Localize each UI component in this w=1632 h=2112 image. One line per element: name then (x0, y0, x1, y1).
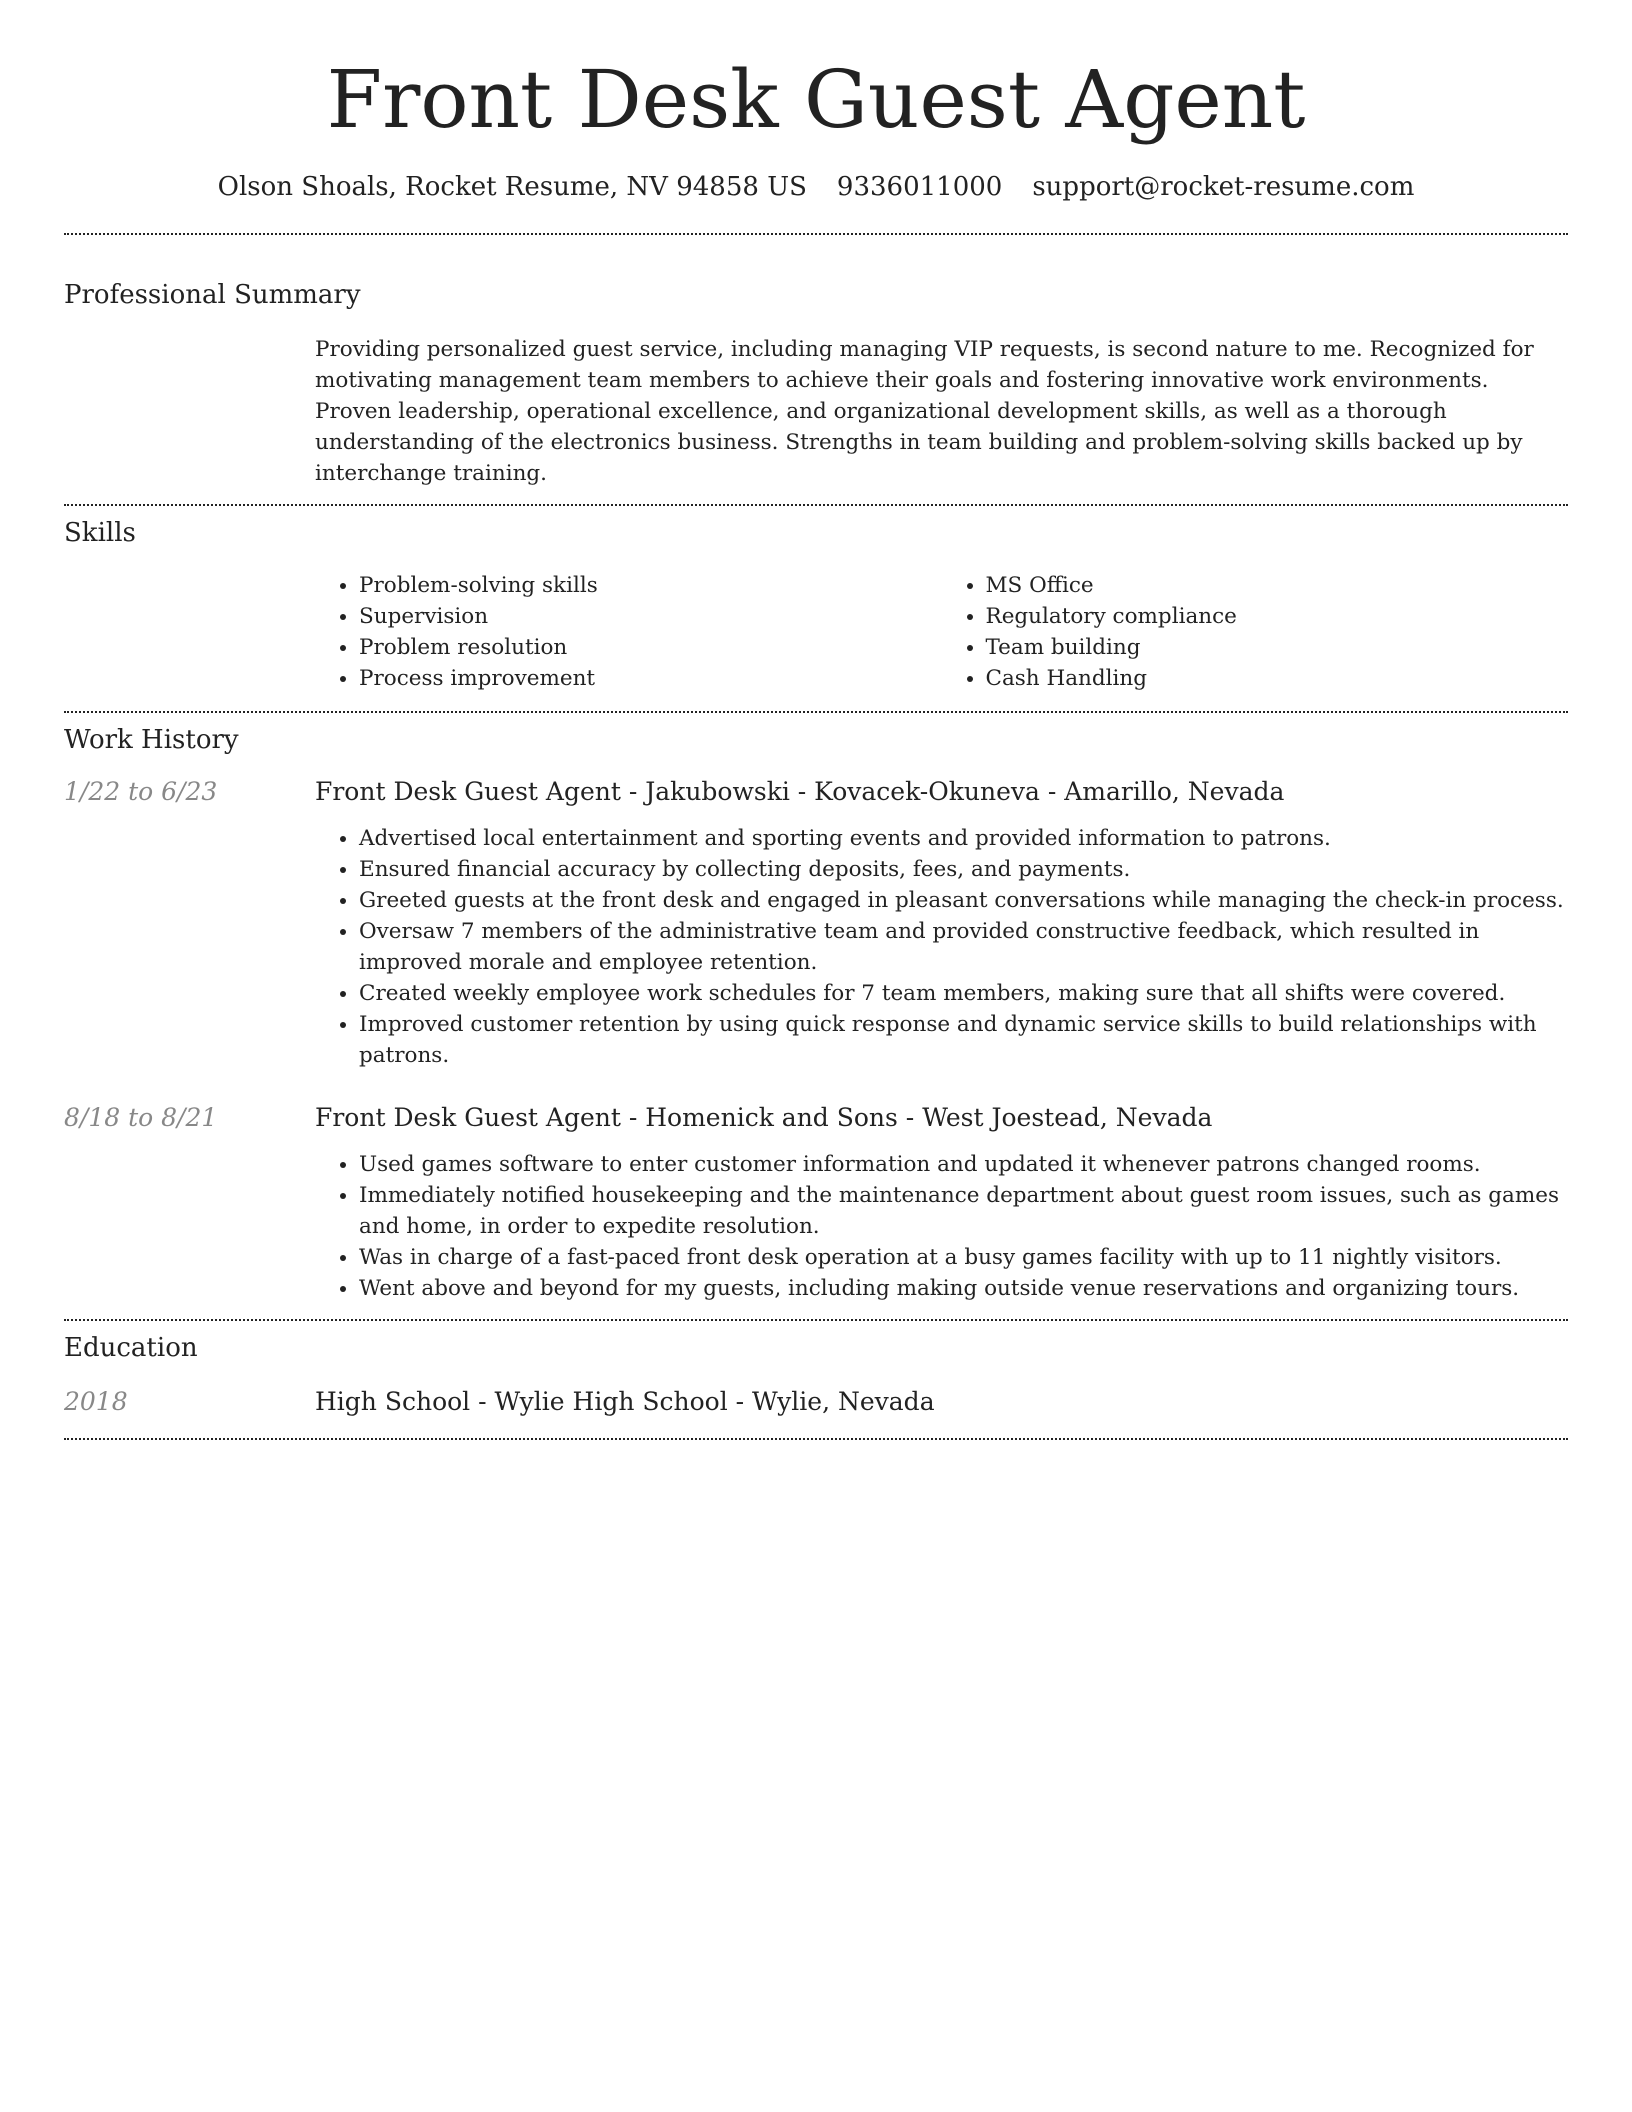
education-title: Education (64, 1333, 198, 1363)
education-divider (64, 1438, 1568, 1440)
skill-item: • Cash Handling (986, 663, 1569, 694)
job-dates: 1/22 to 6/23 (64, 777, 218, 806)
job-bullet: • Greeted guests at the front desk and engaged in pleasant conversations while managing the check-in process. (359, 885, 1568, 916)
skill-item: • Team building (986, 632, 1569, 663)
job-header (64, 1101, 1568, 1135)
job-dates: 8/18 to 8/21 (64, 1103, 218, 1132)
skills-title: Skills (64, 518, 136, 548)
job-heading: Front Desk Guest Agent - Jakubowski - Kovacek-Okuneva - Amarillo, Nevada (315, 777, 1285, 806)
job-bullet: • Used games software to enter customer information and updated it whenever patrons changed rooms. (359, 1149, 1568, 1180)
contact-email: support@rocket-resume.com (1032, 172, 1415, 202)
header-divider (64, 233, 1568, 235)
education-entry (64, 1385, 1568, 1419)
contact-address: Olson Shoals, Rocket Resume, NV 94858 US (217, 172, 807, 202)
education-year: 2018 (64, 1387, 128, 1416)
job-bullet: • Created weekly employee work schedules for 7 team members, making sure that all shifts were covered. (359, 978, 1568, 1009)
skill-item: • Supervision (359, 601, 942, 632)
skills-column-right (942, 570, 1569, 694)
job-entry (64, 1101, 1568, 1304)
work-history-section (64, 723, 1568, 1304)
job-heading: Front Desk Guest Agent - Homenick and Sons - West Joestead, Nevada (315, 1103, 1213, 1132)
candidate-name: Front Desk Guest Agent (326, 53, 1306, 146)
contact-line (64, 170, 1568, 204)
job-header (64, 775, 1568, 809)
skill-item: • Problem-solving skills (359, 570, 942, 601)
skills-list (315, 570, 1568, 694)
summary-title: Professional Summary (64, 280, 361, 310)
skills-divider (64, 711, 1568, 713)
job-bullet: • Was in charge of a fast-paced front desk operation at a busy games facility with up to 11 nightly visitors. (359, 1242, 1568, 1273)
work-history-title: Work History (64, 725, 239, 755)
job-entry (64, 775, 1568, 1071)
skills-section (64, 516, 1568, 694)
skill-item: • Regulatory compliance (986, 601, 1569, 632)
job-bullet: • Ensured financial accuracy by collecting deposits, fees, and payments. (359, 854, 1568, 885)
skill-item: • Process improvement (359, 663, 942, 694)
job-bullets (315, 1149, 1568, 1304)
resume-page (64, 0, 1568, 1440)
job-bullet: • Oversaw 7 members of the administrative team and provided constructive feedback, which resulted in improved morale and employee retention. (359, 916, 1568, 978)
education-heading: High School - Wylie High School - Wylie, Nevada (315, 1387, 935, 1416)
job-bullet: • Went above and beyond for my guests, including making outside venue reservations and organizing tours. (359, 1273, 1568, 1304)
summary-section (64, 278, 1568, 489)
job-bullet: • Immediately notified housekeeping and the maintenance department about guest room issues, such as games and home, in order to expedite resolution. (359, 1180, 1568, 1242)
job-bullet: • Improved customer retention by using quick response and dynamic service skills to build relationships with patrons. (359, 1009, 1568, 1071)
summary-text: Providing personalized guest service, including managing VIP requests, is second nature to me. Recognized for motivating management team members to achieve their goals and fostering innovative work environments. Proven leadership, operational excellence, and organizational development skills, as well as a thorough understanding of the electronics business. Strengths in team building and problem-solving skills backed up by interchange training. (315, 337, 1534, 486)
skill-item: • Problem resolution (359, 632, 942, 663)
job-bullets (315, 823, 1568, 1071)
work-divider (64, 1319, 1568, 1321)
summary-divider (64, 504, 1568, 506)
skills-column-left (315, 570, 942, 694)
education-section (64, 1331, 1568, 1419)
job-bullet: • Advertised local entertainment and sporting events and provided information to patrons. (359, 823, 1568, 854)
skill-item: • MS Office (986, 570, 1569, 601)
contact-phone: 9336011000 (836, 172, 1003, 202)
